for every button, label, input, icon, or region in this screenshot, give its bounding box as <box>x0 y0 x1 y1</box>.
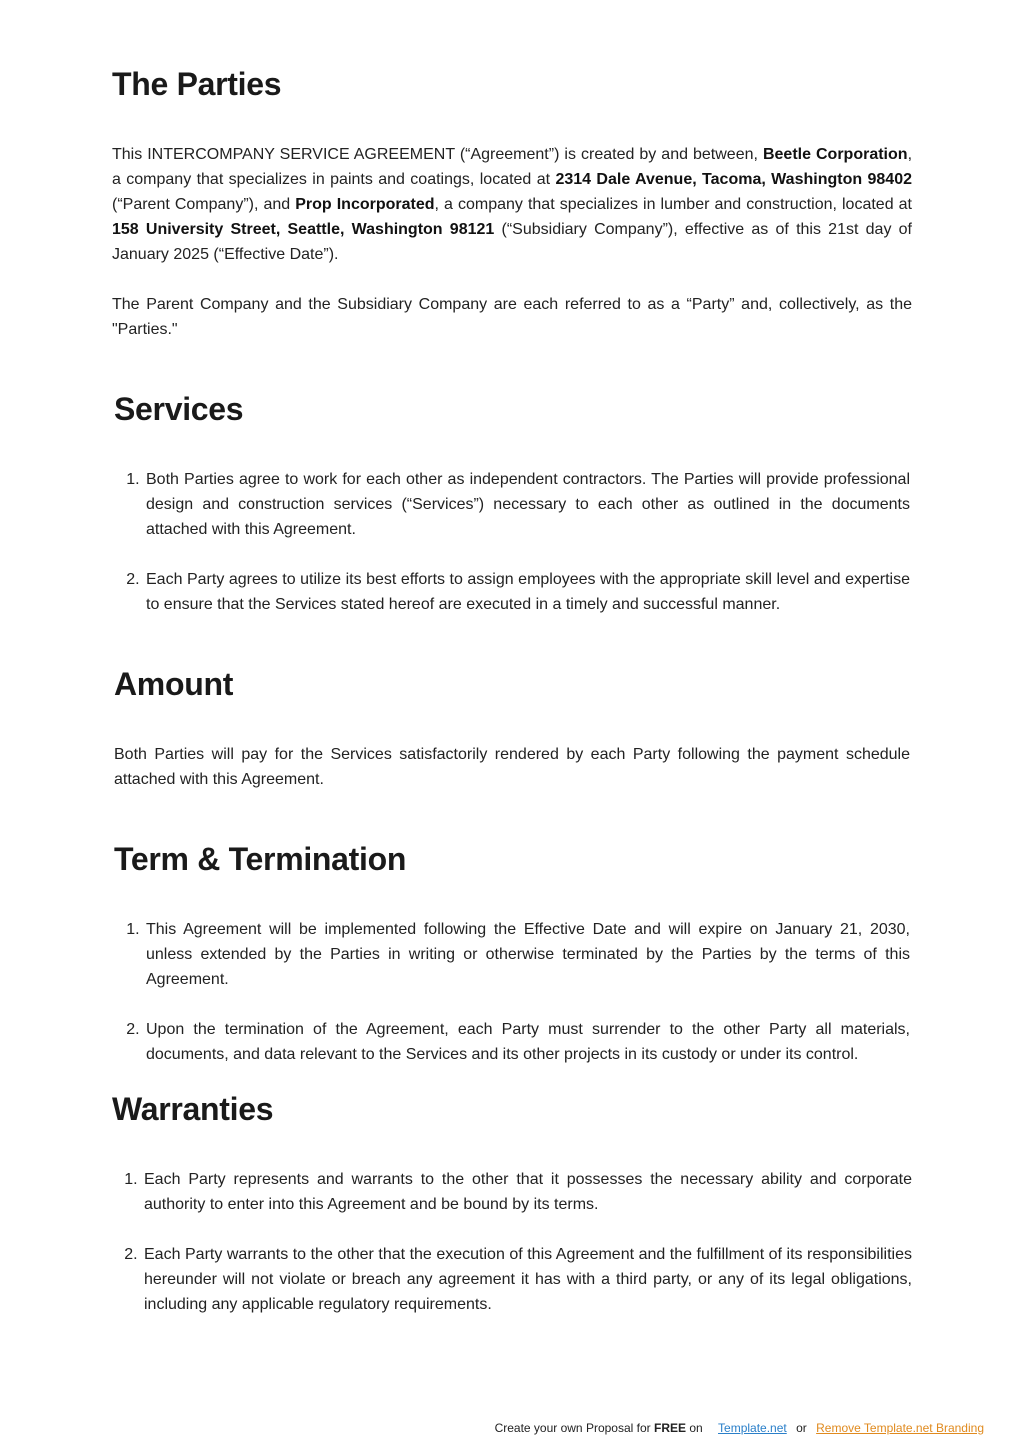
footer-or: or <box>796 1421 807 1435</box>
warranties-list <box>112 1167 912 1317</box>
parties-paragraph-1 <box>112 142 912 267</box>
footer-on: on <box>686 1421 703 1435</box>
footer-branding <box>495 1419 984 1437</box>
section-term-termination <box>114 839 910 1067</box>
term-item-1: 1. This Agreement will be implemented following the Effective Date and will expire on January 21, 2030, unless extended by the Parties in writing or otherwise terminated by the Parties by the terms of this Agreement. <box>144 917 910 992</box>
subsidiary-company-address: 158 University Street, Seattle, Washington 98121 <box>112 221 495 238</box>
services-item-1: 1. Both Parties agree to work for each other as independent contractors. The Parties will provide professional design and construction services (“Services”) necessary to each other as outlined in the documents attached with this Agreement. <box>144 467 910 542</box>
term-item-2: 2. Upon the termination of the Agreement, each Party must surrender to the other Party all materials, documents, and data relevant to the Services and its other projects in its custody or under its control. <box>144 1017 910 1067</box>
services-heading: Services <box>114 391 244 427</box>
amount-paragraph: Both Parties will pay for the Services satisfactorily rendered by each Party following the payment schedule attached with this Agreement. <box>114 746 910 788</box>
parties-heading: The Parties <box>112 66 282 102</box>
remove-branding-link[interactable]: Remove Template.net Branding <box>816 1421 984 1435</box>
parties-paragraph-2: The Parent Company and the Subsidiary Company are each referred to as a “Party” and, collectively, as the "Parties." <box>112 296 912 338</box>
parties-text-5: (“Subsidiary Company”), effective as of this 21st day of January 2025 (“Effective Date”). <box>112 221 913 263</box>
warranties-heading: Warranties <box>112 1091 274 1127</box>
section-parties <box>112 64 912 342</box>
services-list <box>114 467 910 617</box>
parent-company-name: Beetle Corporation <box>762 146 908 163</box>
footer-free: FREE <box>653 1421 686 1435</box>
parties-text-1: This INTERCOMPANY SERVICE AGREEMENT (“Agreement”) is created by and between, <box>112 146 763 163</box>
parties-text-4: , a company that specializes in lumber and construction, located at <box>434 196 912 213</box>
template-net-link[interactable]: Template.net <box>718 1421 787 1435</box>
subsidiary-company-name: Prop Incorporated <box>295 196 435 213</box>
term-list <box>114 917 910 1067</box>
section-amount <box>114 664 910 792</box>
amount-heading: Amount <box>114 666 234 702</box>
section-services <box>114 389 910 617</box>
footer-prefix: Create your own Proposal for <box>494 1421 654 1435</box>
warranties-item-2: 2. Each Party warrants to the other that the execution of this Agreement and the fulfillment of its responsibilities hereunder will not violate or breach any agreement it has with a third party, or any of its legal obligations, including any applicable regulatory requirements. <box>142 1242 912 1317</box>
term-heading: Term & Termination <box>114 841 407 877</box>
parties-text-3: (“Parent Company”), and <box>112 196 296 213</box>
parties-text-2: , a company that specializes in paints and coatings, located at <box>112 146 913 188</box>
section-warranties <box>112 1089 912 1317</box>
warranties-item-1: 1. Each Party represents and warrants to the other that it possesses the necessary ability and corporate authority to enter into this Agreement and be bound by its terms. <box>142 1167 912 1217</box>
parent-company-address: 2314 Dale Avenue, Tacoma, Washington 98402 <box>555 171 912 188</box>
services-item-2: 2. Each Party agrees to utilize its best efforts to assign employees with the appropriate skill level and expertise to ensure that the Services stated hereof are executed in a timely and successful manner. <box>144 567 910 617</box>
